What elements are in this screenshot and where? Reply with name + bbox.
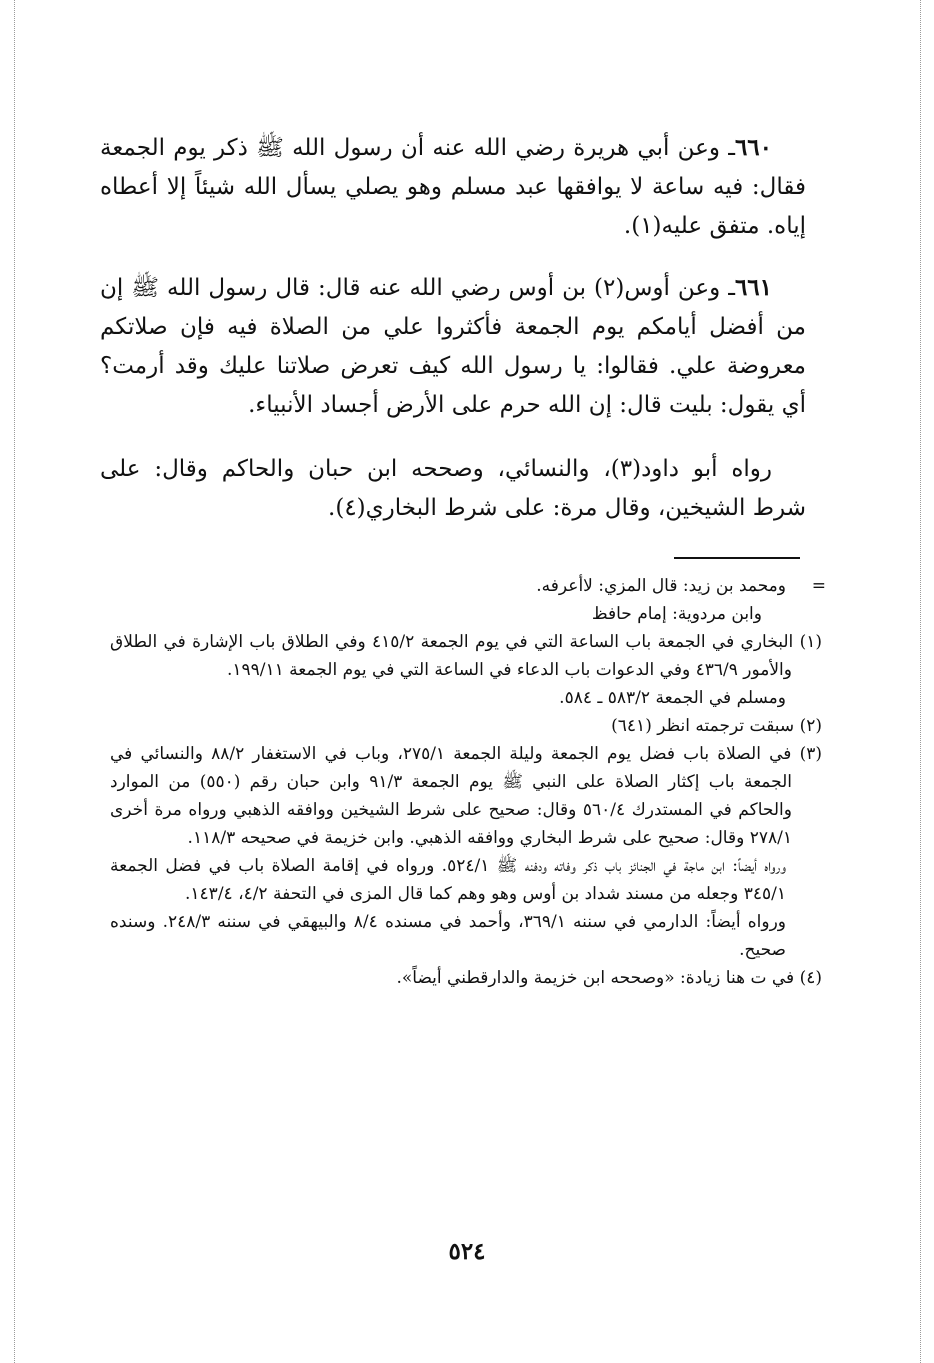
footnote-2: (٢) سبقت ترجمته انظر (٦٤١) <box>611 716 822 736</box>
footnote-3-extra: ورواه أيضاً: الدارمي في سننه ٣٦٩/١، وأحمد في مسنده ٨/٤ والبيهقي في سننه ٢٤٨/٣. وسنده صحيح. <box>110 912 786 960</box>
left-margin-dots <box>14 0 15 1363</box>
hadith-number: ٦٦٠ <box>734 134 772 161</box>
footnote-1: (١) البخاري في الجمعة باب الساعة التي في يوم الجمعة ٤١٥/٢ وفي الطلاق باب الإشارة في الطلاق والأمور ٤٣٦/٩ وفي الدعوات باب الدعاء في الساعة التي في يوم الجمعة ١٩٩/١١. <box>110 632 822 680</box>
footnotes <box>110 572 826 992</box>
takhrij-text: رواه أبو داود(٣)، والنسائي، وصححه ابن حبان والحاكم وقال: على شرط الشيخين، وقال مرة: على شرط البخاري(٤). <box>100 456 806 521</box>
takhrij-paragraph <box>100 450 806 528</box>
hadith-text: ـ وعن أبي هريرة رضي الله عنه أن رسول الله ﷺ ذكر يوم الجمعة فقال: فيه ساعة لا يوافقها عبد مسلم وهو يصلي يسأل الله شيئاً إلا أعطاه إياه. متفق عليه(١). <box>100 135 807 239</box>
hadith-number: ٦٦١ <box>734 274 772 301</box>
hadith-text: ـ وعن أوس(٢) بن أوس رضي الله عنه قال: قال رسول الله ﷺ إن من أفضل أيامكم يوم الجمعة فأكثروا علي من الصلاة فيه فإن صلاتكم معروضة علي. فقالوا: يا رسول الله كيف تعرض صلاتنا عليك وقد أرمت؟ أي يقول: بليت قال: إن الله حرم على الأرض أجساد الأنبياء. <box>100 275 806 418</box>
right-margin-dots <box>920 0 921 1363</box>
footnote-line: ومحمد بن زيد: قال المزي: لاأعرفه. <box>536 576 786 596</box>
hadith-661 <box>100 268 806 425</box>
page-number: ٥٢٤ <box>448 1238 486 1265</box>
continuation-marker: = <box>811 576 826 596</box>
footnote-4: (٤) في ت هنا زيادة: «وصححه ابن خزيمة والدارقطني أيضاً». <box>396 968 822 988</box>
footnote-line: وابن مردوية: إمام حافظ <box>591 604 762 624</box>
hadith-660 <box>100 128 806 246</box>
footnote-1-extra: ومسلم في الجمعة ٥٨٣/٢ ـ ٥٨٤. <box>559 688 786 708</box>
footnote-continuation <box>110 572 826 628</box>
footnote-separator <box>674 557 800 559</box>
footnote-3: (٣) في الصلاة باب فضل يوم الجمعة وليلة الجمعة ٢٧٥/١، وباب في الاستغفار ٨٨/٢ والنسائي في الجمعة باب إكثار الصلاة على النبي ﷺ يوم الجمعة ٩١/٣ وابن حبان رقم (٥٥٠) من الموارد والحاكم في المستدرك ٥٦٠/٤ وقال: صحيح على شرط الشيخين ووافقه الذهبي ورواه مرة أخرى ٢٧٨/١ وقال: صحيح على شرط البخاري ووافقه الذهبي. وابن خزيمة في صحيحه ١١٨/٣. <box>110 744 822 848</box>
footnote-3-extra: ورواه أيضاً: ابن ماجة في الجنائز باب ذكر وفاته ودفنه ﷺ ٥٢٤/١. ورواه في إقامة الصلاة باب في فضل الجمعة ٣٤٥/١ وجعله من مسند شداد بن أوس وهو وهم كما قال المزى في التحفة ٤/٢، ١٤٣/٤. <box>110 856 787 904</box>
